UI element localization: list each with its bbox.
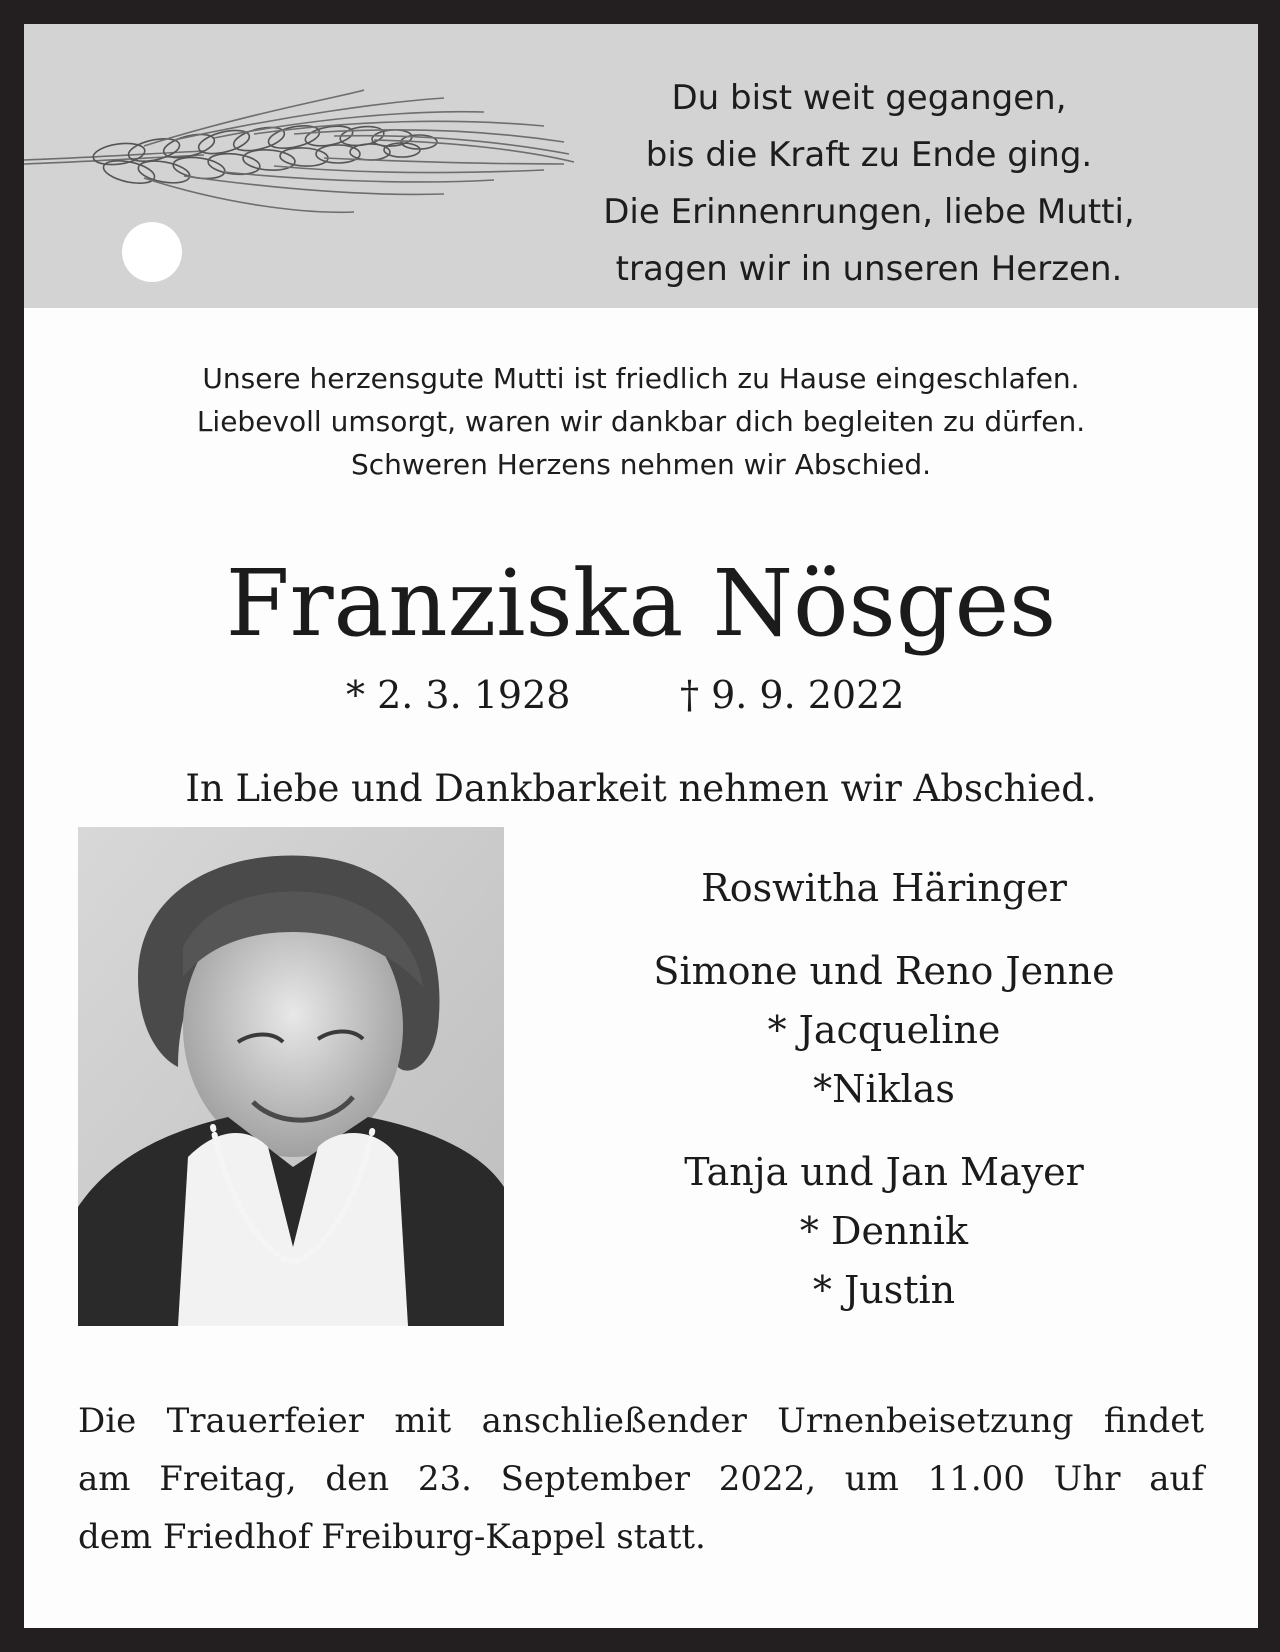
poem-line: bis die Kraft zu Ende ging. <box>645 135 1093 175</box>
service-word: Freitag, <box>159 1459 297 1499</box>
poem-line: tragen wir in unseren Herzen. <box>615 249 1123 289</box>
service-word: 23. <box>417 1459 472 1499</box>
service-word: 2022, <box>718 1459 817 1499</box>
service-word: Die <box>78 1401 137 1441</box>
intro-line: Schweren Herzens nehmen wir Abschied. <box>350 448 932 481</box>
mourner-name: Simone und Reno Jenne <box>653 949 1115 993</box>
service-word: den <box>325 1459 390 1499</box>
service-line: dem Friedhof Freiburg-Kappel statt. <box>78 1517 706 1557</box>
poem-line: Die Erinnenrungen, liebe Mutti, <box>603 192 1135 232</box>
white-circle-mark <box>122 222 182 282</box>
poem-banner <box>24 24 1258 308</box>
mourners-list <box>544 859 1224 1320</box>
mourner-child: * Dennik <box>799 1209 969 1253</box>
service-word: September <box>500 1459 690 1499</box>
mourner-child: *Niklas <box>813 1067 955 1111</box>
mourner-child: * Jacqueline <box>767 1008 1001 1052</box>
service-word: anschließender <box>481 1401 747 1441</box>
intro-text <box>44 357 1238 486</box>
intro-line: Unsere herzensgute Mutti ist friedlich zu Hause eingeschlafen. <box>202 362 1080 395</box>
service-word: am <box>78 1459 131 1499</box>
poem-text <box>524 70 1214 298</box>
mourner-child: * Justin <box>812 1268 956 1312</box>
service-line <box>78 1392 1204 1450</box>
portrait-photo <box>78 827 504 1326</box>
service-word: 11.00 <box>927 1459 1025 1499</box>
portrait-image <box>78 827 504 1326</box>
death-date: † 9. 9. 2022 <box>680 673 905 717</box>
obituary-card <box>24 24 1258 1628</box>
mourner-name: Tanja und Jan Mayer <box>684 1150 1084 1194</box>
service-word: um <box>844 1459 899 1499</box>
wheat-ear-icon <box>24 54 584 254</box>
deceased-name: Franziska Nösges <box>225 550 1057 657</box>
mourner-name: Roswitha Häringer <box>701 866 1067 910</box>
service-word: Urnenbeisetzung <box>777 1401 1074 1441</box>
service-word: findet <box>1103 1401 1204 1441</box>
service-line <box>78 1450 1204 1508</box>
intro-line: Liebevoll umsorgt, waren wir dankbar dich begleiten zu dürfen. <box>196 405 1086 438</box>
birth-date: * 2. 3. 1928 <box>346 673 571 717</box>
service-word: auf <box>1149 1459 1204 1499</box>
service-word: Uhr <box>1053 1459 1121 1499</box>
service-word: Trauerfeier <box>166 1401 365 1441</box>
funeral-service-notice <box>78 1392 1204 1566</box>
farewell-line: In Liebe und Dankbarkeit nehmen wir Abschied. <box>185 767 1097 810</box>
poem-line: Du bist weit gegangen, <box>671 78 1067 118</box>
service-word: mit <box>394 1401 452 1441</box>
